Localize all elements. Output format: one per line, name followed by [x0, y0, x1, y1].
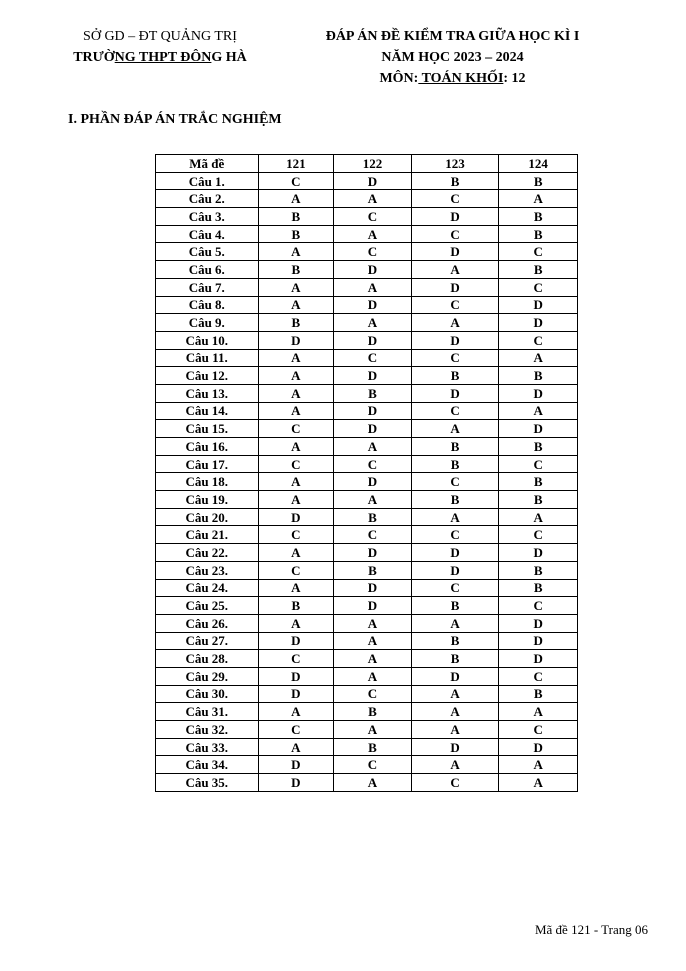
answer-cell: B [411, 491, 499, 509]
question-label: Câu 12. [156, 367, 259, 385]
table-row [156, 349, 578, 367]
answer-cell: D [258, 331, 334, 349]
header-code-123: 123 [411, 155, 499, 173]
answer-cell: B [334, 703, 412, 721]
answer-cell: A [258, 703, 334, 721]
answer-cell: D [411, 208, 499, 226]
school-name [50, 47, 270, 68]
header-code-122: 122 [334, 155, 412, 173]
answer-cell: C [411, 473, 499, 491]
answer-cell: A [411, 703, 499, 721]
question-label: Câu 3. [156, 208, 259, 226]
table-row [156, 544, 578, 562]
answer-cell: D [499, 632, 578, 650]
answer-cell: D [499, 314, 578, 332]
table-row [156, 384, 578, 402]
answer-cell: B [411, 597, 499, 615]
answer-cell: C [258, 172, 334, 190]
question-label: Câu 22. [156, 544, 259, 562]
answer-cell: C [334, 756, 412, 774]
answer-cell: A [334, 650, 412, 668]
answer-cell: C [334, 349, 412, 367]
answer-cell: B [499, 261, 578, 279]
answer-cell: A [258, 296, 334, 314]
answer-cell: A [411, 261, 499, 279]
answer-cell: A [258, 544, 334, 562]
question-label: Câu 7. [156, 278, 259, 296]
answer-cell: B [499, 367, 578, 385]
answer-cell: D [258, 756, 334, 774]
answer-key-table [155, 154, 578, 792]
answer-cell: A [334, 491, 412, 509]
question-label: Câu 28. [156, 650, 259, 668]
answer-cell: C [499, 721, 578, 739]
department-name: SỞ GD – ĐT QUẢNG TRỊ [83, 29, 237, 44]
answer-cell: A [258, 367, 334, 385]
answer-cell: C [499, 278, 578, 296]
answer-cell: B [334, 508, 412, 526]
answer-cell: C [411, 402, 499, 420]
answer-cell: A [411, 614, 499, 632]
answer-cell: D [334, 420, 412, 438]
answer-cell: B [499, 561, 578, 579]
answer-cell: A [334, 632, 412, 650]
answer-cell: C [258, 650, 334, 668]
table-row [156, 526, 578, 544]
answer-cell: D [258, 508, 334, 526]
answer-cell: A [499, 402, 578, 420]
answer-cell: A [411, 420, 499, 438]
answer-cell: A [334, 774, 412, 792]
answer-cell: B [258, 597, 334, 615]
table-row [156, 667, 578, 685]
answer-cell: A [258, 473, 334, 491]
answer-cell: C [258, 721, 334, 739]
answer-cell: A [499, 508, 578, 526]
table-row [156, 225, 578, 243]
question-label: Câu 23. [156, 561, 259, 579]
question-label: Câu 1. [156, 172, 259, 190]
answer-cell: D [258, 685, 334, 703]
answer-cell: B [499, 172, 578, 190]
answer-cell: B [334, 384, 412, 402]
answer-cell: C [334, 685, 412, 703]
answer-cell: C [258, 455, 334, 473]
question-label: Câu 19. [156, 491, 259, 509]
table-row [156, 597, 578, 615]
grade-value: : 12 [503, 71, 526, 86]
answer-cell: B [258, 261, 334, 279]
answer-cell: D [499, 614, 578, 632]
answer-cell: D [499, 384, 578, 402]
answer-cell: B [334, 561, 412, 579]
question-label: Câu 8. [156, 296, 259, 314]
table-row [156, 455, 578, 473]
answer-cell: D [499, 738, 578, 756]
answer-cell: C [258, 526, 334, 544]
question-label: Câu 11. [156, 349, 259, 367]
answer-cell: C [411, 296, 499, 314]
table-row [156, 208, 578, 226]
answer-cell: D [334, 579, 412, 597]
answer-cell: B [499, 473, 578, 491]
question-label: Câu 2. [156, 190, 259, 208]
answer-cell: B [499, 491, 578, 509]
answer-cell: D [411, 738, 499, 756]
answer-cell: A [334, 278, 412, 296]
answer-cell: D [334, 402, 412, 420]
table-header-row [156, 155, 578, 173]
exam-title: ĐÁP ÁN ĐỀ KIỂM TRA GIỮA HỌC KÌ I [325, 29, 580, 44]
answer-cell: C [334, 455, 412, 473]
answer-cell: A [258, 738, 334, 756]
answer-cell: D [334, 544, 412, 562]
table-row [156, 278, 578, 296]
answer-cell: D [334, 367, 412, 385]
answer-cell: C [499, 243, 578, 261]
answer-cell: A [334, 721, 412, 739]
answer-cell: C [411, 190, 499, 208]
answer-cell: D [334, 597, 412, 615]
school-name-part: TRƯỜ [73, 50, 115, 65]
answer-cell: C [499, 526, 578, 544]
answer-cell: A [258, 402, 334, 420]
answer-cell: A [258, 278, 334, 296]
answer-cell: D [411, 667, 499, 685]
answer-cell: C [411, 349, 499, 367]
subject-label: MÔN: [379, 71, 419, 86]
answer-cell: A [334, 667, 412, 685]
table-row [156, 721, 578, 739]
answer-cell: C [258, 561, 334, 579]
answer-cell: D [334, 261, 412, 279]
header-code-124: 124 [499, 155, 578, 173]
subject-line [300, 68, 605, 89]
school-year: NĂM HỌC 2023 – 2024 [381, 50, 524, 65]
answer-cell: A [411, 685, 499, 703]
answer-cell: D [499, 544, 578, 562]
answer-cell: C [334, 526, 412, 544]
table-row [156, 632, 578, 650]
answer-cell: A [258, 491, 334, 509]
answer-cell: D [411, 561, 499, 579]
answer-cell: A [258, 384, 334, 402]
answer-cell: D [499, 296, 578, 314]
table-row [156, 261, 578, 279]
table-row [156, 190, 578, 208]
table-row [156, 491, 578, 509]
answer-cell: C [499, 455, 578, 473]
question-label: Câu 27. [156, 632, 259, 650]
table-body [156, 172, 578, 791]
question-label: Câu 33. [156, 738, 259, 756]
answer-cell: D [411, 331, 499, 349]
table-row [156, 508, 578, 526]
table-row [156, 579, 578, 597]
answer-cell: C [499, 331, 578, 349]
question-label: Câu 9. [156, 314, 259, 332]
table-row [156, 756, 578, 774]
question-label: Câu 4. [156, 225, 259, 243]
page-footer: Mã đề 121 - Trang 06 [534, 922, 648, 937]
table-row [156, 703, 578, 721]
answer-cell: B [334, 738, 412, 756]
answer-cell: C [499, 597, 578, 615]
table-row [156, 774, 578, 792]
question-label: Câu 13. [156, 384, 259, 402]
answer-cell: A [258, 438, 334, 456]
table-row [156, 738, 578, 756]
answer-cell: D [258, 774, 334, 792]
question-label: Câu 30. [156, 685, 259, 703]
answer-cell: A [334, 314, 412, 332]
table-row [156, 473, 578, 491]
subject-value: TOÁN KHỐI [418, 71, 504, 86]
table-row [156, 614, 578, 632]
answer-cell: C [411, 225, 499, 243]
answer-cell: D [334, 296, 412, 314]
answer-cell: C [258, 420, 334, 438]
answer-cell: A [411, 721, 499, 739]
answer-cell: B [499, 579, 578, 597]
answer-cell: B [411, 632, 499, 650]
answer-cell: D [258, 632, 334, 650]
answer-cell: A [258, 190, 334, 208]
answer-cell: A [499, 703, 578, 721]
question-label: Câu 24. [156, 579, 259, 597]
table-row [156, 402, 578, 420]
answer-cell: A [411, 756, 499, 774]
question-label: Câu 10. [156, 331, 259, 349]
question-label: Câu 6. [156, 261, 259, 279]
table-row [156, 438, 578, 456]
header-exam-code: Mã đề [156, 155, 259, 173]
question-label: Câu 26. [156, 614, 259, 632]
answer-cell: D [499, 650, 578, 668]
answer-cell: D [499, 420, 578, 438]
answer-cell: D [411, 544, 499, 562]
answer-cell: C [334, 208, 412, 226]
answer-cell: B [411, 367, 499, 385]
answer-cell: A [258, 614, 334, 632]
section-title: I. PHẦN ĐÁP ÁN TRẮC NGHIỆM [68, 112, 282, 127]
question-label: Câu 5. [156, 243, 259, 261]
answer-cell: A [499, 774, 578, 792]
table-row [156, 243, 578, 261]
answer-cell: B [411, 172, 499, 190]
answer-cell: B [258, 314, 334, 332]
answer-cell: B [258, 208, 334, 226]
answer-cell: D [411, 243, 499, 261]
table-row [156, 314, 578, 332]
question-label: Câu 35. [156, 774, 259, 792]
answer-cell: B [411, 650, 499, 668]
answer-cell: C [411, 774, 499, 792]
answer-cell: B [499, 438, 578, 456]
question-label: Câu 16. [156, 438, 259, 456]
answer-cell: A [258, 579, 334, 597]
answer-cell: D [334, 473, 412, 491]
school-name-part: G HÀ [211, 50, 247, 65]
answer-cell: D [411, 384, 499, 402]
answer-cell: A [499, 756, 578, 774]
answer-cell: A [334, 225, 412, 243]
answer-cell: B [258, 225, 334, 243]
answer-cell: A [334, 438, 412, 456]
answer-cell: A [499, 190, 578, 208]
table-row [156, 650, 578, 668]
table-row [156, 420, 578, 438]
answer-cell: A [334, 190, 412, 208]
table-row [156, 296, 578, 314]
answer-cell: A [334, 614, 412, 632]
answer-cell: C [411, 579, 499, 597]
table-row [156, 685, 578, 703]
school-header [50, 26, 270, 68]
table-row [156, 172, 578, 190]
answer-cell: A [411, 508, 499, 526]
header-code-121: 121 [258, 155, 334, 173]
question-label: Câu 20. [156, 508, 259, 526]
question-label: Câu 21. [156, 526, 259, 544]
answer-cell: A [258, 349, 334, 367]
answer-cell: A [258, 243, 334, 261]
question-label: Câu 32. [156, 721, 259, 739]
answer-cell: C [499, 667, 578, 685]
answer-cell: D [334, 172, 412, 190]
question-label: Câu 29. [156, 667, 259, 685]
question-label: Câu 25. [156, 597, 259, 615]
exam-header [300, 26, 605, 89]
answer-cell: D [411, 278, 499, 296]
question-label: Câu 34. [156, 756, 259, 774]
answer-cell: A [411, 314, 499, 332]
table-row [156, 331, 578, 349]
answer-cell: B [499, 225, 578, 243]
table-row [156, 561, 578, 579]
question-label: Câu 31. [156, 703, 259, 721]
question-label: Câu 18. [156, 473, 259, 491]
answer-cell: D [334, 331, 412, 349]
answer-cell: B [499, 685, 578, 703]
school-name-underlined: NG THPT ĐÔN [114, 50, 212, 65]
answer-cell: D [258, 667, 334, 685]
question-label: Câu 15. [156, 420, 259, 438]
table-row [156, 367, 578, 385]
answer-cell: B [499, 208, 578, 226]
question-label: Câu 17. [156, 455, 259, 473]
answer-cell: B [411, 438, 499, 456]
answer-cell: B [411, 455, 499, 473]
answer-cell: A [499, 349, 578, 367]
answer-cell: C [334, 243, 412, 261]
answer-cell: C [411, 526, 499, 544]
question-label: Câu 14. [156, 402, 259, 420]
